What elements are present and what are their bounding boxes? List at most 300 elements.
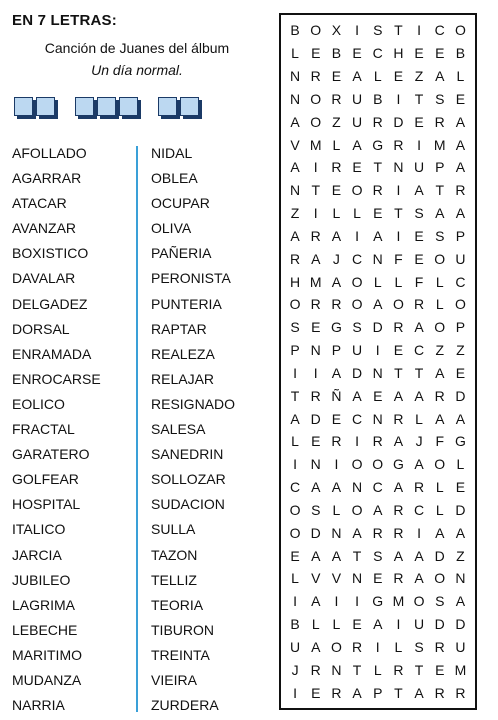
- grid-letter[interactable]: U: [352, 113, 363, 130]
- grid-letter[interactable]: T: [394, 205, 404, 222]
- grid-letter[interactable]: O: [351, 456, 364, 473]
- grid-letter[interactable]: I: [375, 342, 381, 359]
- grid-letter[interactable]: B: [373, 90, 383, 107]
- grid-letter[interactable]: E: [393, 68, 404, 85]
- grid-letter[interactable]: O: [434, 250, 446, 267]
- grid-letter[interactable]: S: [435, 593, 445, 610]
- grid-letter[interactable]: U: [414, 616, 425, 633]
- grid-letter[interactable]: R: [414, 479, 425, 496]
- grid-letter[interactable]: I: [417, 524, 422, 541]
- grid-letter[interactable]: R: [434, 113, 446, 130]
- grid-letter[interactable]: A: [435, 205, 445, 222]
- grid-letter[interactable]: I: [355, 433, 360, 450]
- grid-letter[interactable]: O: [434, 456, 446, 473]
- grid-letter[interactable]: R: [434, 684, 446, 701]
- grid-letter[interactable]: L: [415, 410, 424, 427]
- grid-letter[interactable]: R: [393, 570, 404, 587]
- grid-letter[interactable]: A: [455, 410, 466, 427]
- grid-letter[interactable]: F: [414, 273, 424, 290]
- grid-letter[interactable]: N: [352, 479, 363, 496]
- grid-letter[interactable]: G: [454, 433, 467, 450]
- grid-letter[interactable]: A: [435, 364, 445, 381]
- grid-letter[interactable]: T: [373, 159, 383, 176]
- grid-letter[interactable]: T: [394, 364, 404, 381]
- grid-letter[interactable]: I: [313, 205, 319, 222]
- grid-letter[interactable]: A: [331, 273, 342, 290]
- grid-letter[interactable]: J: [415, 433, 424, 450]
- grid-letter[interactable]: R: [372, 433, 384, 450]
- grid-letter[interactable]: N: [352, 570, 363, 587]
- grid-letter[interactable]: A: [393, 479, 404, 496]
- grid-letter[interactable]: O: [310, 113, 322, 130]
- grid-letter[interactable]: A: [435, 68, 445, 85]
- grid-letter[interactable]: N: [310, 456, 322, 473]
- grid-letter[interactable]: L: [353, 205, 362, 222]
- grid-letter[interactable]: A: [311, 547, 321, 564]
- grid-letter[interactable]: E: [373, 570, 383, 587]
- grid-letter[interactable]: I: [293, 456, 298, 473]
- answer-box[interactable]: [75, 97, 94, 116]
- grid-letter[interactable]: G: [392, 456, 405, 473]
- grid-letter[interactable]: J: [332, 250, 341, 267]
- grid-letter[interactable]: Z: [332, 113, 342, 130]
- grid-letter[interactable]: I: [396, 227, 401, 244]
- grid-letter[interactable]: R: [310, 661, 322, 678]
- grid-letter[interactable]: P: [290, 342, 301, 359]
- left-word: GOLFEAR: [12, 471, 79, 488]
- grid-letter[interactable]: M: [309, 273, 323, 290]
- grid-letter[interactable]: I: [355, 593, 360, 610]
- grid-letter[interactable]: O: [289, 296, 302, 313]
- grid-letter[interactable]: O: [454, 296, 467, 313]
- grid-letter[interactable]: O: [330, 638, 343, 655]
- grid-letter[interactable]: A: [352, 68, 363, 85]
- grid-letter[interactable]: S: [414, 205, 425, 222]
- right-word: RELAJAR: [151, 370, 215, 387]
- grid-letter[interactable]: L: [373, 661, 383, 678]
- grid-letter[interactable]: R: [372, 182, 384, 199]
- left-word: BOXISTICO: [12, 245, 89, 262]
- right-word: SANEDRIN: [151, 446, 224, 463]
- grid-letter[interactable]: O: [434, 319, 446, 336]
- grid-letter[interactable]: R: [393, 661, 404, 678]
- grid-letter[interactable]: V: [331, 570, 342, 587]
- grid-letter[interactable]: L: [311, 616, 321, 633]
- grid-letter[interactable]: H: [290, 273, 301, 290]
- grid-letter[interactable]: E: [373, 387, 383, 404]
- grid-letter[interactable]: A: [455, 205, 466, 222]
- grid-letter[interactable]: N: [455, 570, 466, 587]
- grid-letter[interactable]: Z: [456, 342, 466, 359]
- grid-letter[interactable]: L: [332, 136, 341, 153]
- grid-letter[interactable]: L: [373, 273, 383, 290]
- grid-letter[interactable]: G: [372, 593, 384, 610]
- left-word: DORSAL: [12, 320, 70, 337]
- grid-letter[interactable]: R: [455, 684, 466, 701]
- grid-letter[interactable]: A: [331, 479, 342, 496]
- grid-letter[interactable]: B: [331, 45, 342, 62]
- grid-letter[interactable]: S: [373, 547, 383, 564]
- grid-letter[interactable]: Z: [290, 205, 300, 222]
- grid-letter[interactable]: A: [331, 547, 342, 564]
- grid-letter[interactable]: O: [351, 182, 364, 199]
- clue-title: EN 7 LETRAS:: [12, 12, 117, 29]
- right-word: ZURDERA: [151, 697, 219, 714]
- grid-letter[interactable]: A: [352, 524, 363, 541]
- grid-letter[interactable]: L: [435, 479, 445, 496]
- grid-letter[interactable]: I: [355, 227, 360, 244]
- grid-letter[interactable]: E: [414, 113, 425, 130]
- grid-letter[interactable]: U: [414, 159, 425, 176]
- grid-letter[interactable]: U: [455, 638, 466, 655]
- grid-letter[interactable]: R: [434, 387, 446, 404]
- grid-letter[interactable]: N: [331, 661, 342, 678]
- grid-letter[interactable]: A: [311, 638, 321, 655]
- grid-letter[interactable]: L: [435, 273, 445, 290]
- grid-letter[interactable]: A: [414, 387, 425, 404]
- grid-letter[interactable]: D: [372, 319, 384, 336]
- grid-letter[interactable]: R: [310, 387, 322, 404]
- grid-letter[interactable]: C: [352, 410, 363, 427]
- grid-letter[interactable]: N: [290, 68, 301, 85]
- grid-letter[interactable]: A: [290, 113, 301, 130]
- grid-letter[interactable]: D: [455, 501, 466, 518]
- grid-letter[interactable]: N: [290, 182, 301, 199]
- grid-letter[interactable]: A: [455, 136, 466, 153]
- grid-letter[interactable]: A: [352, 684, 363, 701]
- grid-letter[interactable]: S: [414, 638, 425, 655]
- grid-letter[interactable]: N: [372, 410, 384, 427]
- grid-letter[interactable]: S: [290, 319, 301, 336]
- grid-letter[interactable]: I: [334, 593, 339, 610]
- grid-letter[interactable]: E: [455, 364, 466, 381]
- grid-letter[interactable]: R: [290, 250, 301, 267]
- grid-letter[interactable]: T: [394, 684, 404, 701]
- grid-letter[interactable]: A: [373, 616, 383, 633]
- grid-letter[interactable]: N: [393, 159, 404, 176]
- grid-letter[interactable]: R: [393, 136, 404, 153]
- grid-letter[interactable]: A: [455, 593, 466, 610]
- grid-letter[interactable]: J: [291, 661, 300, 678]
- grid-letter[interactable]: U: [455, 250, 466, 267]
- answer-box[interactable]: [14, 97, 33, 116]
- grid-letter[interactable]: L: [291, 433, 300, 450]
- grid-letter[interactable]: P: [455, 227, 466, 244]
- grid-letter[interactable]: R: [393, 319, 404, 336]
- grid-letter[interactable]: M: [433, 136, 447, 153]
- grid-letter[interactable]: L: [456, 68, 465, 85]
- right-word: RAPTAR: [151, 320, 207, 337]
- grid-letter[interactable]: A: [414, 547, 425, 564]
- grid-letter[interactable]: A: [331, 227, 342, 244]
- grid-letter[interactable]: A: [311, 479, 321, 496]
- grid-letter[interactable]: O: [351, 501, 364, 518]
- grid-letter[interactable]: C: [414, 342, 425, 359]
- grid-letter[interactable]: I: [293, 593, 298, 610]
- grid-letter[interactable]: A: [352, 136, 363, 153]
- grid-letter[interactable]: E: [435, 45, 445, 62]
- grid-letter[interactable]: C: [434, 22, 446, 39]
- grid-letter[interactable]: R: [331, 159, 342, 176]
- grid-letter[interactable]: A: [414, 456, 425, 473]
- grid-letter[interactable]: O: [454, 22, 467, 39]
- grid-letter[interactable]: P: [331, 342, 342, 359]
- grid-letter[interactable]: T: [290, 387, 300, 404]
- grid-letter[interactable]: R: [393, 501, 404, 518]
- grid-letter[interactable]: R: [331, 433, 342, 450]
- grid-letter[interactable]: D: [434, 616, 446, 633]
- grid-letter[interactable]: D: [434, 547, 446, 564]
- grid-letter[interactable]: T: [414, 364, 424, 381]
- grid-letter[interactable]: M: [392, 593, 405, 610]
- right-word: TELLIZ: [151, 571, 197, 588]
- grid-letter[interactable]: A: [373, 296, 383, 313]
- grid-letter[interactable]: O: [289, 501, 302, 518]
- grid-letter[interactable]: O: [310, 90, 322, 107]
- grid-letter[interactable]: S: [373, 22, 383, 39]
- grid-letter[interactable]: A: [290, 227, 301, 244]
- grid-letter[interactable]: R: [414, 296, 425, 313]
- grid-letter[interactable]: I: [313, 364, 319, 381]
- grid-letter[interactable]: B: [290, 616, 301, 633]
- grid-letter[interactable]: S: [435, 227, 445, 244]
- grid-letter[interactable]: L: [291, 570, 300, 587]
- grid-letter[interactable]: E: [455, 479, 466, 496]
- grid-letter[interactable]: I: [396, 616, 401, 633]
- grid-letter[interactable]: F: [394, 250, 404, 267]
- grid-letter[interactable]: A: [414, 570, 425, 587]
- grid-letter[interactable]: L: [394, 638, 403, 655]
- grid-letter[interactable]: E: [352, 616, 363, 633]
- grid-letter[interactable]: M: [454, 661, 467, 678]
- grid-letter[interactable]: R: [310, 296, 322, 313]
- grid-letter[interactable]: A: [393, 433, 404, 450]
- answer-box[interactable]: [97, 97, 116, 116]
- grid-letter[interactable]: E: [331, 410, 342, 427]
- grid-letter[interactable]: O: [413, 593, 426, 610]
- grid-letter[interactable]: N: [290, 90, 301, 107]
- grid-letter[interactable]: A: [331, 364, 342, 381]
- grid-letter[interactable]: Z: [435, 342, 445, 359]
- grid-letter[interactable]: E: [435, 661, 445, 678]
- grid-letter[interactable]: O: [310, 22, 322, 39]
- grid-letter[interactable]: P: [373, 684, 383, 701]
- grid-letter[interactable]: M: [309, 136, 323, 153]
- grid-letter[interactable]: N: [310, 342, 322, 359]
- right-word: SALESA: [151, 421, 206, 438]
- grid-letter[interactable]: T: [394, 22, 404, 39]
- grid-letter[interactable]: H: [393, 45, 404, 62]
- grid-letter[interactable]: E: [393, 342, 404, 359]
- grid-letter[interactable]: R: [393, 524, 404, 541]
- right-word: PUNTERIA: [151, 295, 222, 312]
- grid-letter[interactable]: D: [393, 113, 404, 130]
- grid-letter[interactable]: P: [455, 319, 466, 336]
- left-word: DELGADEZ: [12, 295, 88, 312]
- grid-letter[interactable]: A: [311, 250, 321, 267]
- grid-letter[interactable]: A: [373, 501, 383, 518]
- grid-letter[interactable]: E: [311, 45, 321, 62]
- grid-letter[interactable]: E: [414, 45, 425, 62]
- grid-letter[interactable]: I: [355, 22, 360, 39]
- grid-letter[interactable]: N: [372, 250, 384, 267]
- grid-letter[interactable]: A: [290, 410, 301, 427]
- grid-letter[interactable]: C: [455, 273, 466, 290]
- grid-letter[interactable]: R: [372, 113, 384, 130]
- grid-letter[interactable]: R: [310, 68, 322, 85]
- grid-letter[interactable]: R: [393, 410, 404, 427]
- grid-letter[interactable]: R: [372, 524, 384, 541]
- right-word: OLIVA: [151, 220, 192, 237]
- grid-letter[interactable]: T: [352, 661, 362, 678]
- grid-letter[interactable]: L: [373, 68, 383, 85]
- grid-letter[interactable]: I: [313, 159, 319, 176]
- grid-letter[interactable]: T: [311, 182, 321, 199]
- grid-letter[interactable]: A: [393, 387, 404, 404]
- answer-box[interactable]: [36, 97, 55, 116]
- grid-letter[interactable]: L: [456, 456, 465, 473]
- grid-letter[interactable]: U: [352, 342, 363, 359]
- grid-letter[interactable]: I: [396, 182, 401, 199]
- grid-letter[interactable]: D: [455, 616, 466, 633]
- grid-letter[interactable]: E: [311, 319, 321, 336]
- grid-letter[interactable]: E: [414, 250, 425, 267]
- grid-letter[interactable]: C: [414, 501, 425, 518]
- grid-letter[interactable]: L: [435, 296, 445, 313]
- grid-letter[interactable]: C: [372, 45, 384, 62]
- right-word: REALEZA: [151, 345, 215, 362]
- right-word: OBLEA: [151, 170, 198, 187]
- grid-letter[interactable]: C: [352, 250, 363, 267]
- grid-letter[interactable]: I: [334, 456, 339, 473]
- grid-letter[interactable]: O: [372, 456, 384, 473]
- grid-letter[interactable]: E: [455, 90, 466, 107]
- grid-letter[interactable]: V: [311, 570, 321, 587]
- grid-letter[interactable]: S: [311, 501, 321, 518]
- grid-letter[interactable]: L: [394, 273, 403, 290]
- grid-letter[interactable]: O: [351, 273, 364, 290]
- grid-letter[interactable]: L: [332, 616, 341, 633]
- grid-letter[interactable]: E: [352, 45, 363, 62]
- grid-letter[interactable]: I: [293, 364, 298, 381]
- grid-letter[interactable]: I: [396, 90, 401, 107]
- grid-letter[interactable]: R: [331, 90, 342, 107]
- answer-box[interactable]: [158, 97, 177, 116]
- grid-letter[interactable]: E: [414, 227, 425, 244]
- grid-letter[interactable]: C: [290, 479, 301, 496]
- letter-grid-frame: [279, 13, 477, 710]
- grid-letter[interactable]: O: [289, 524, 302, 541]
- grid-letter[interactable]: R: [434, 638, 446, 655]
- grid-letter[interactable]: D: [455, 387, 466, 404]
- grid-letter[interactable]: R: [331, 684, 342, 701]
- grid-letter[interactable]: C: [372, 479, 384, 496]
- grid-letter[interactable]: E: [352, 159, 363, 176]
- grid-letter[interactable]: O: [434, 570, 446, 587]
- grid-letter[interactable]: T: [414, 661, 424, 678]
- grid-letter[interactable]: V: [290, 136, 301, 153]
- grid-letter[interactable]: Ñ: [331, 387, 342, 404]
- right-word: NIDAL: [151, 145, 193, 161]
- grid-letter[interactable]: T: [352, 547, 362, 564]
- grid-letter[interactable]: O: [392, 296, 405, 313]
- grid-letter[interactable]: A: [455, 113, 466, 130]
- grid-letter[interactable]: A: [414, 319, 425, 336]
- grid-letter[interactable]: E: [331, 68, 342, 85]
- grid-letter[interactable]: E: [331, 182, 342, 199]
- grid-letter[interactable]: I: [417, 22, 422, 39]
- grid-letter[interactable]: N: [372, 364, 384, 381]
- grid-letter[interactable]: U: [290, 638, 301, 655]
- grid-letter[interactable]: A: [435, 410, 445, 427]
- grid-letter[interactable]: A: [455, 524, 466, 541]
- grid-letter[interactable]: G: [372, 136, 384, 153]
- grid-letter[interactable]: D: [310, 524, 322, 541]
- grid-letter[interactable]: E: [290, 547, 301, 564]
- grid-letter[interactable]: G: [330, 319, 343, 336]
- grid-letter[interactable]: I: [293, 684, 298, 701]
- grid-letter[interactable]: S: [352, 319, 363, 336]
- grid-letter[interactable]: A: [311, 593, 321, 610]
- grid-letter[interactable]: E: [311, 433, 321, 450]
- letter-grid: [285, 19, 471, 704]
- grid-letter[interactable]: R: [352, 638, 363, 655]
- left-word: LEBECHE: [12, 621, 78, 638]
- grid-letter[interactable]: I: [417, 136, 422, 153]
- grid-letter[interactable]: P: [435, 159, 445, 176]
- grid-letter[interactable]: Z: [414, 68, 424, 85]
- grid-letter[interactable]: R: [455, 182, 466, 199]
- grid-letter[interactable]: A: [290, 159, 301, 176]
- grid-letter[interactable]: A: [455, 159, 466, 176]
- right-word: PAÑERIA: [151, 245, 212, 262]
- grid-letter[interactable]: A: [414, 182, 425, 199]
- answer-box[interactable]: [119, 97, 138, 116]
- right-word: SUDACION: [151, 496, 225, 513]
- grid-letter[interactable]: S: [435, 90, 445, 107]
- grid-letter[interactable]: B: [290, 22, 301, 39]
- grid-letter[interactable]: U: [352, 90, 363, 107]
- answer-box[interactable]: [180, 97, 199, 116]
- grid-letter[interactable]: R: [310, 227, 322, 244]
- grid-letter[interactable]: L: [332, 501, 341, 518]
- grid-letter[interactable]: L: [332, 205, 341, 222]
- grid-letter[interactable]: O: [351, 296, 364, 313]
- grid-letter[interactable]: L: [291, 45, 300, 62]
- right-word: TEORIA: [151, 596, 204, 613]
- grid-letter[interactable]: A: [393, 547, 404, 564]
- grid-letter[interactable]: L: [435, 501, 445, 518]
- grid-letter[interactable]: D: [310, 410, 322, 427]
- grid-letter[interactable]: R: [331, 296, 342, 313]
- grid-letter[interactable]: T: [414, 90, 424, 107]
- grid-letter[interactable]: A: [373, 227, 383, 244]
- grid-letter[interactable]: T: [435, 182, 445, 199]
- grid-letter[interactable]: B: [455, 45, 466, 62]
- left-word: MARITIMO: [12, 646, 82, 663]
- grid-letter[interactable]: I: [375, 638, 381, 655]
- grid-letter[interactable]: E: [311, 684, 321, 701]
- grid-letter[interactable]: A: [352, 387, 363, 404]
- grid-letter[interactable]: X: [331, 22, 342, 39]
- grid-letter[interactable]: A: [414, 684, 425, 701]
- grid-letter[interactable]: N: [331, 524, 342, 541]
- grid-letter[interactable]: Z: [456, 547, 466, 564]
- grid-letter[interactable]: F: [435, 433, 445, 450]
- grid-letter[interactable]: A: [435, 524, 445, 541]
- grid-letter[interactable]: D: [352, 364, 363, 381]
- grid-letter[interactable]: E: [373, 205, 383, 222]
